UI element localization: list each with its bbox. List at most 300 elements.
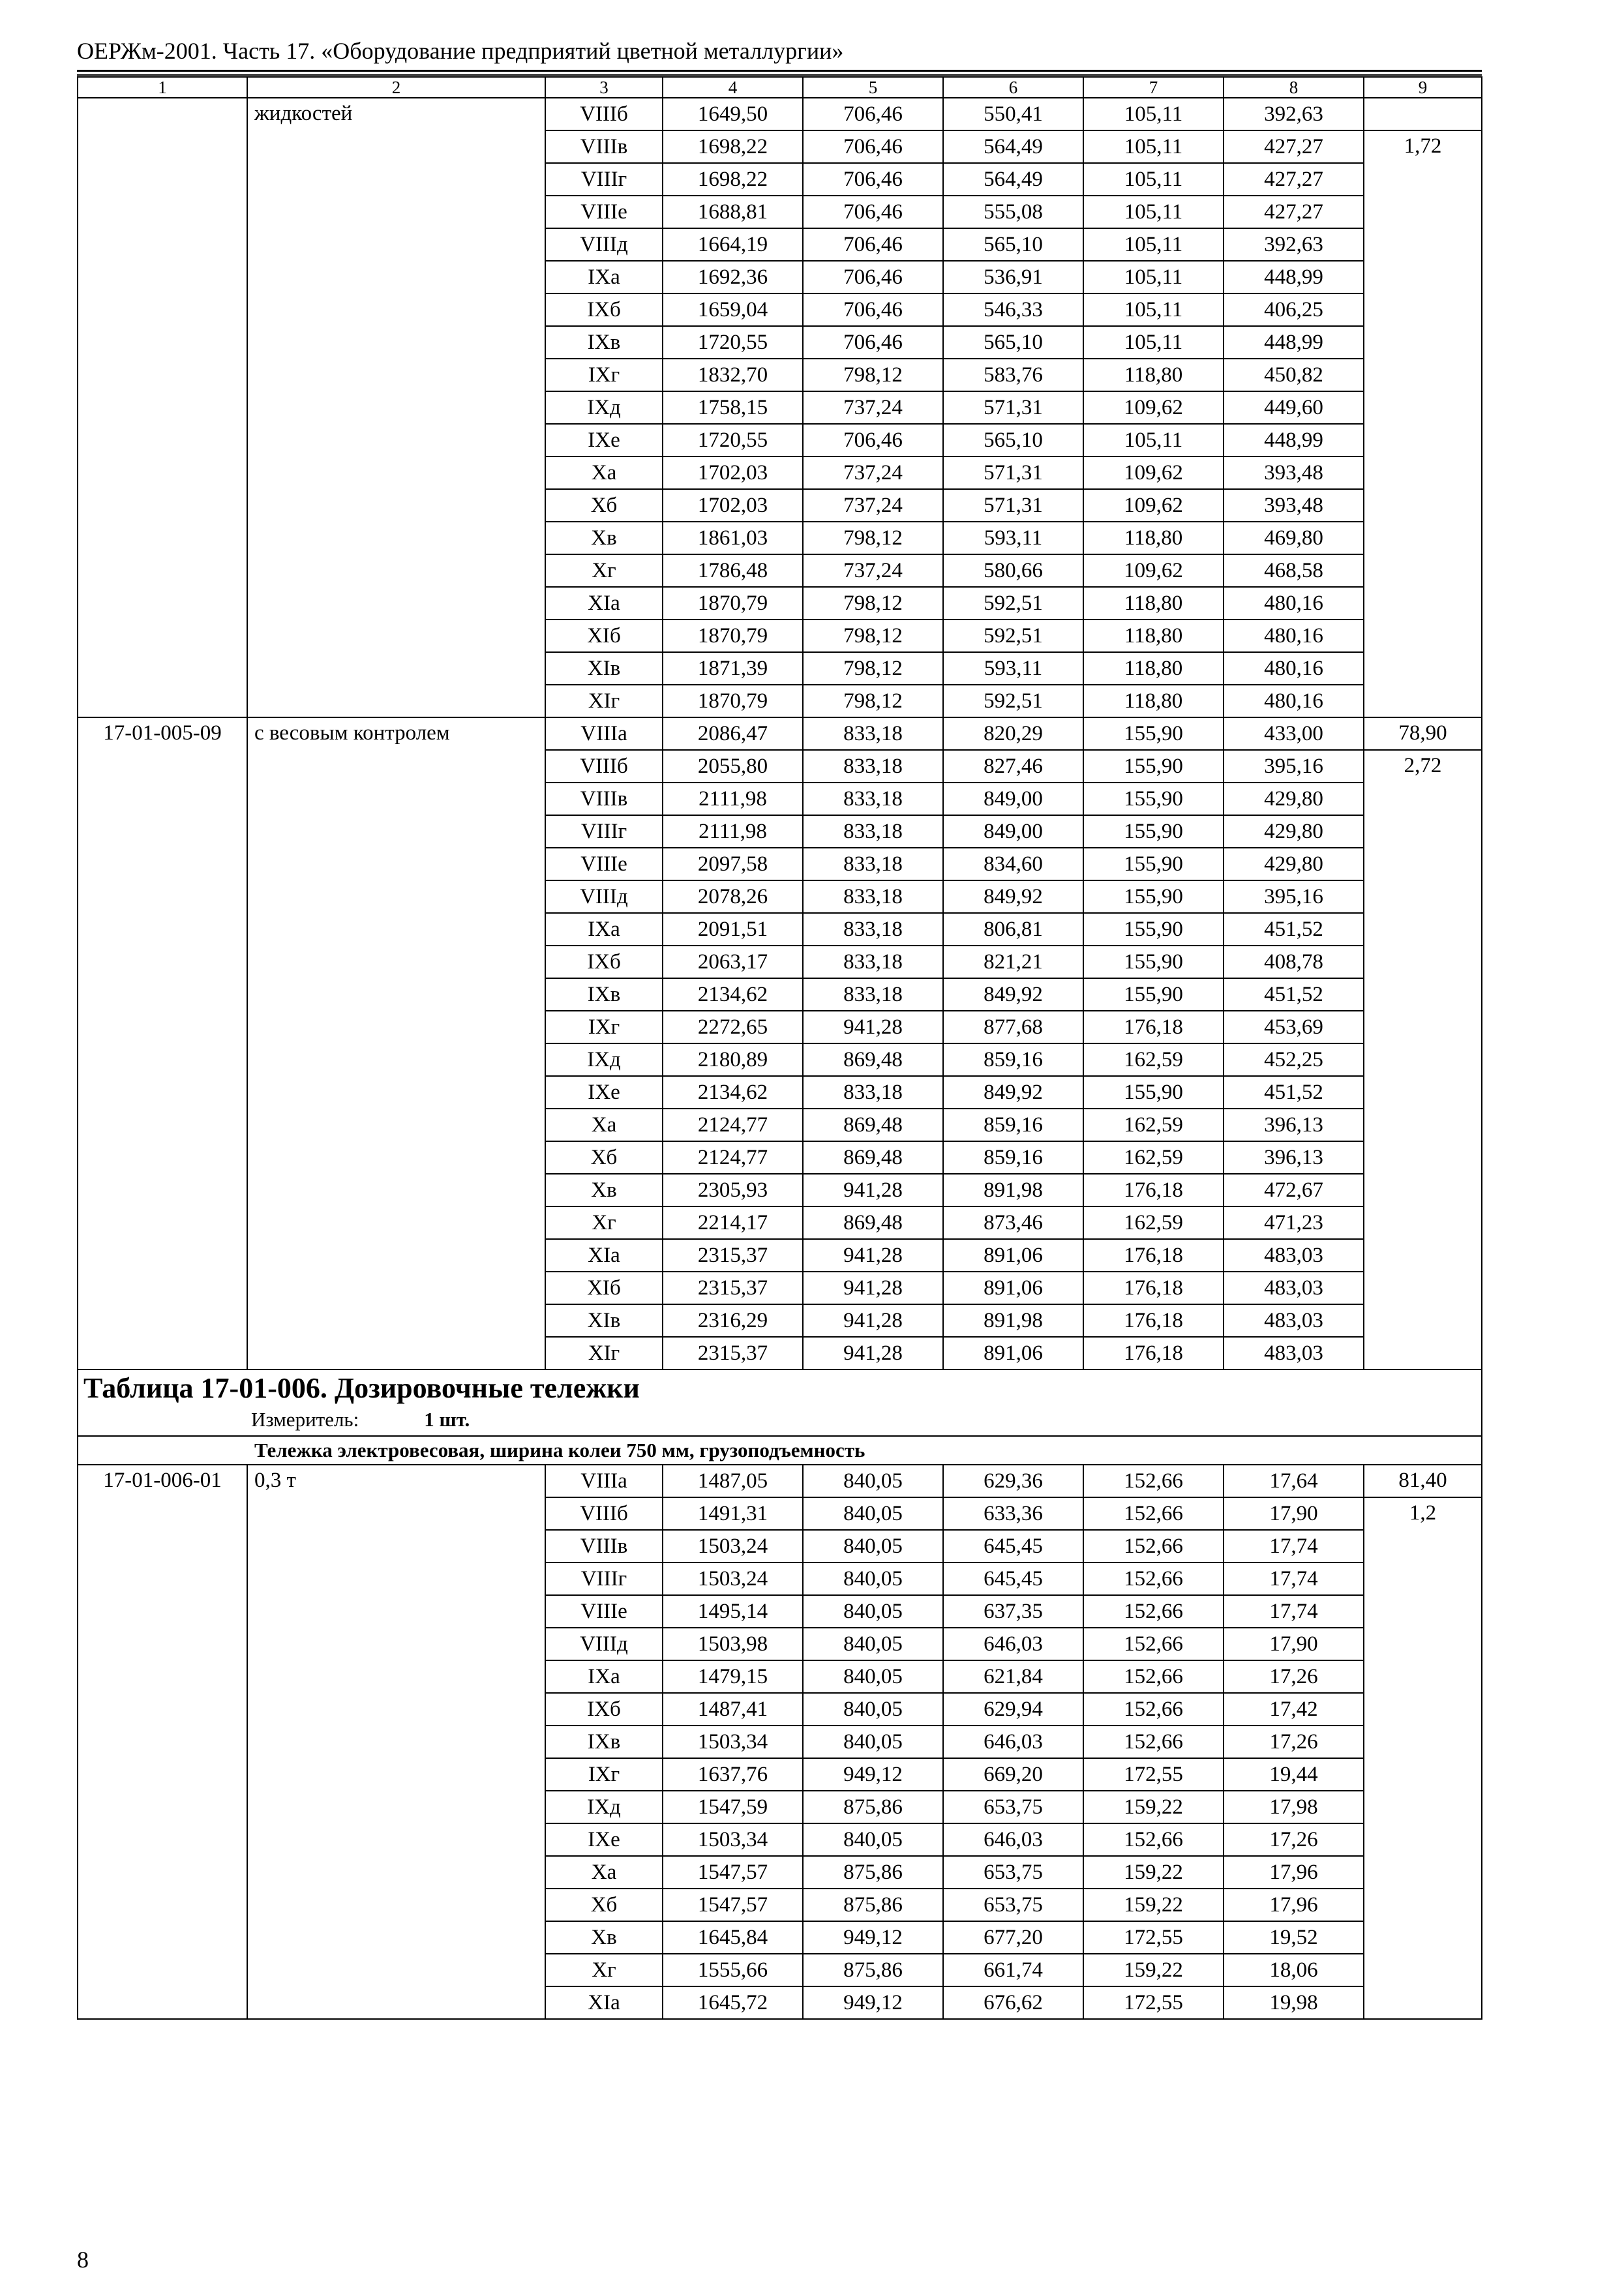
value-cell: 1503,34 bbox=[663, 1726, 803, 1758]
value-cell: 152,66 bbox=[1083, 1823, 1224, 1856]
value-cell: 706,46 bbox=[803, 163, 943, 196]
value-cell: 105,11 bbox=[1083, 326, 1224, 359]
value-cell: 737,24 bbox=[803, 456, 943, 489]
value-cell: 676,62 bbox=[943, 1986, 1083, 2019]
value-cell: 737,24 bbox=[803, 489, 943, 522]
zone-cell: IXе bbox=[545, 1076, 663, 1109]
zone-cell: IXе bbox=[545, 1823, 663, 1856]
zone-cell: VIIIв bbox=[545, 783, 663, 815]
rate-code: 17-01-005-09 bbox=[78, 717, 247, 1369]
value-cell: 653,75 bbox=[943, 1889, 1083, 1921]
value-cell: 941,28 bbox=[803, 1239, 943, 1272]
value-cell: 1664,19 bbox=[663, 228, 803, 261]
value-cell: 1720,55 bbox=[663, 326, 803, 359]
value-cell: 1832,70 bbox=[663, 359, 803, 391]
value-cell: 849,92 bbox=[943, 978, 1083, 1011]
value-cell: 1702,03 bbox=[663, 489, 803, 522]
value-cell: 105,11 bbox=[1083, 228, 1224, 261]
value-cell: 1702,03 bbox=[663, 456, 803, 489]
value-cell: 645,45 bbox=[943, 1530, 1083, 1563]
zone-cell: IXа bbox=[545, 913, 663, 946]
value-cell: 2315,37 bbox=[663, 1239, 803, 1272]
value-cell: 118,80 bbox=[1083, 587, 1224, 620]
value-cell: 565,10 bbox=[943, 326, 1083, 359]
value-cell: 429,80 bbox=[1224, 815, 1364, 848]
value-cell: 472,67 bbox=[1224, 1174, 1364, 1206]
value-cell: 17,90 bbox=[1224, 1628, 1364, 1660]
value-cell: 1758,15 bbox=[663, 391, 803, 424]
unit-value: 1 шт. bbox=[424, 1408, 470, 1431]
zone-cell: VIIIб bbox=[545, 750, 663, 783]
value-cell: 840,05 bbox=[803, 1823, 943, 1856]
value-cell: 571,31 bbox=[943, 489, 1083, 522]
value-cell: 1495,14 bbox=[663, 1595, 803, 1628]
header-rule bbox=[77, 70, 1482, 72]
value-cell: 592,51 bbox=[943, 620, 1083, 652]
value-cell: 155,90 bbox=[1083, 717, 1224, 750]
value-cell: 159,22 bbox=[1083, 1954, 1224, 1986]
value-cell: 18,06 bbox=[1224, 1954, 1364, 1986]
value-cell: 396,13 bbox=[1224, 1141, 1364, 1174]
value-cell: 849,92 bbox=[943, 880, 1083, 913]
value-cell: 645,45 bbox=[943, 1563, 1083, 1595]
zone-cell: XIа bbox=[545, 1986, 663, 2019]
value-cell: 118,80 bbox=[1083, 620, 1224, 652]
value-cell: 480,16 bbox=[1224, 620, 1364, 652]
value-cell: 565,10 bbox=[943, 424, 1083, 456]
value-cell: 155,90 bbox=[1083, 783, 1224, 815]
value-cell: 891,06 bbox=[943, 1239, 1083, 1272]
value-cell: 172,55 bbox=[1083, 1921, 1224, 1954]
value-cell: 162,59 bbox=[1083, 1109, 1224, 1141]
value-cell: 840,05 bbox=[803, 1628, 943, 1660]
value-cell: 798,12 bbox=[803, 685, 943, 717]
value-cell: 536,91 bbox=[943, 261, 1083, 293]
value-cell: 840,05 bbox=[803, 1530, 943, 1563]
value-cell: 834,60 bbox=[943, 848, 1083, 880]
value-cell: 1547,59 bbox=[663, 1791, 803, 1823]
zone-cell: VIIIв bbox=[545, 1530, 663, 1563]
value-cell: 555,08 bbox=[943, 196, 1083, 228]
value-cell: 1870,79 bbox=[663, 685, 803, 717]
value-cell: 798,12 bbox=[803, 587, 943, 620]
zone-cell: IXе bbox=[545, 424, 663, 456]
value-cell: 118,80 bbox=[1083, 359, 1224, 391]
value-cell: 17,74 bbox=[1224, 1563, 1364, 1595]
value-cell: 393,48 bbox=[1224, 456, 1364, 489]
column-number: 9 bbox=[1364, 77, 1482, 98]
value-cell: 2305,93 bbox=[663, 1174, 803, 1206]
value-cell: 833,18 bbox=[803, 913, 943, 946]
value-cell: 392,63 bbox=[1224, 98, 1364, 130]
value-cell: 155,90 bbox=[1083, 848, 1224, 880]
value-cell: 2111,98 bbox=[663, 783, 803, 815]
value-cell: 653,75 bbox=[943, 1791, 1083, 1823]
value-cell: 737,24 bbox=[803, 391, 943, 424]
value-cell: 2078,26 bbox=[663, 880, 803, 913]
value-cell: 798,12 bbox=[803, 522, 943, 554]
value-cell: 2124,77 bbox=[663, 1141, 803, 1174]
value-cell: 661,74 bbox=[943, 1954, 1083, 1986]
zone-cell: VIIIд bbox=[545, 228, 663, 261]
section-cell bbox=[78, 1369, 1482, 1436]
value-cell: 833,18 bbox=[803, 750, 943, 783]
value-cell: 580,66 bbox=[943, 554, 1083, 587]
zone-cell: Xг bbox=[545, 1954, 663, 1986]
value-cell: 706,46 bbox=[803, 424, 943, 456]
zone-cell: XIа bbox=[545, 1239, 663, 1272]
zone-cell: VIIIд bbox=[545, 880, 663, 913]
value-cell: 152,66 bbox=[1083, 1628, 1224, 1660]
zone-cell: VIIIв bbox=[545, 130, 663, 163]
value-cell: 677,20 bbox=[943, 1921, 1083, 1954]
zone-cell: VIIIг bbox=[545, 815, 663, 848]
value-cell: 2180,89 bbox=[663, 1043, 803, 1076]
value-cell: 806,81 bbox=[943, 913, 1083, 946]
zone-cell: IXг bbox=[545, 1758, 663, 1791]
value-cell: 17,96 bbox=[1224, 1889, 1364, 1921]
value-cell: 1861,03 bbox=[663, 522, 803, 554]
value-cell: 875,86 bbox=[803, 1889, 943, 1921]
value-cell: 2134,62 bbox=[663, 978, 803, 1011]
value-cell: 176,18 bbox=[1083, 1337, 1224, 1369]
value-cell: 1555,66 bbox=[663, 1954, 803, 1986]
value-cell: 152,66 bbox=[1083, 1693, 1224, 1726]
value-cell: 468,58 bbox=[1224, 554, 1364, 587]
value-cell: 152,66 bbox=[1083, 1465, 1224, 1497]
zone-cell: IXа bbox=[545, 261, 663, 293]
value-cell: 1688,81 bbox=[663, 196, 803, 228]
value-cell: 798,12 bbox=[803, 652, 943, 685]
rate-code: 17-01-006-01 bbox=[78, 1465, 247, 2019]
value-cell: 840,05 bbox=[803, 1726, 943, 1758]
value-cell: 875,86 bbox=[803, 1791, 943, 1823]
zone-cell: VIIIд bbox=[545, 1628, 663, 1660]
zone-cell: VIIIе bbox=[545, 196, 663, 228]
value-cell: 2055,80 bbox=[663, 750, 803, 783]
value-cell: 396,13 bbox=[1224, 1109, 1364, 1141]
value-cell: 17,74 bbox=[1224, 1595, 1364, 1628]
value-cell: 859,16 bbox=[943, 1141, 1083, 1174]
value-cell: 2315,37 bbox=[663, 1272, 803, 1304]
value-cell: 1479,15 bbox=[663, 1660, 803, 1693]
value-cell: 833,18 bbox=[803, 783, 943, 815]
value-cell: 469,80 bbox=[1224, 522, 1364, 554]
value-cell: 118,80 bbox=[1083, 652, 1224, 685]
value-cell: 395,16 bbox=[1224, 880, 1364, 913]
value-cell: 1637,76 bbox=[663, 1758, 803, 1791]
value-cell: 448,99 bbox=[1224, 326, 1364, 359]
zone-cell: IXб bbox=[545, 946, 663, 978]
subheading-row bbox=[78, 1436, 1482, 1465]
value-cell: 109,62 bbox=[1083, 489, 1224, 522]
zone-cell: VIIIб bbox=[545, 98, 663, 130]
table-body bbox=[78, 77, 1482, 2019]
zone-cell: XIв bbox=[545, 1304, 663, 1337]
value-cell: 105,11 bbox=[1083, 130, 1224, 163]
zone-cell: Xа bbox=[545, 1109, 663, 1141]
value-cell: 1487,41 bbox=[663, 1693, 803, 1726]
value-cell: 840,05 bbox=[803, 1595, 943, 1628]
value-cell: 593,11 bbox=[943, 652, 1083, 685]
column-number: 6 bbox=[943, 77, 1083, 98]
value-cell: 873,46 bbox=[943, 1206, 1083, 1239]
value-cell: 941,28 bbox=[803, 1272, 943, 1304]
value-cell: 155,90 bbox=[1083, 978, 1224, 1011]
value-cell: 833,18 bbox=[803, 946, 943, 978]
zone-cell: IXб bbox=[545, 1693, 663, 1726]
value-cell: 159,22 bbox=[1083, 1856, 1224, 1889]
value-cell: 1645,72 bbox=[663, 1986, 803, 2019]
value-cell: 452,25 bbox=[1224, 1043, 1364, 1076]
zone-cell: XIа bbox=[545, 587, 663, 620]
value-cell: 840,05 bbox=[803, 1660, 943, 1693]
value-cell: 176,18 bbox=[1083, 1272, 1224, 1304]
zone-cell: VIIIе bbox=[545, 848, 663, 880]
page-header: ОЕРЖм-2001. Часть 17. «Оборудование предприятий цветной металлургии» bbox=[77, 38, 844, 64]
value-cell: 840,05 bbox=[803, 1693, 943, 1726]
zone-cell: XIб bbox=[545, 620, 663, 652]
value-cell: 941,28 bbox=[803, 1011, 943, 1043]
zone-cell: VIIIг bbox=[545, 163, 663, 196]
zone-cell: VIIIе bbox=[545, 1595, 663, 1628]
value-cell: 109,62 bbox=[1083, 554, 1224, 587]
value-cell: 633,36 bbox=[943, 1497, 1083, 1530]
value-cell: 480,16 bbox=[1224, 587, 1364, 620]
zone-cell: VIIIа bbox=[545, 717, 663, 750]
value-cell: 176,18 bbox=[1083, 1174, 1224, 1206]
value-cell: 17,26 bbox=[1224, 1726, 1364, 1758]
value-cell: 798,12 bbox=[803, 359, 943, 391]
value-cell: 2214,17 bbox=[663, 1206, 803, 1239]
value-cell: 483,03 bbox=[1224, 1337, 1364, 1369]
zone-cell: IXв bbox=[545, 326, 663, 359]
value-cell: 105,11 bbox=[1083, 163, 1224, 196]
value-cell: 19,52 bbox=[1224, 1921, 1364, 1954]
value-cell: 162,59 bbox=[1083, 1141, 1224, 1174]
col9-cell bbox=[1364, 98, 1482, 130]
value-cell: 408,78 bbox=[1224, 946, 1364, 978]
value-cell: 105,11 bbox=[1083, 293, 1224, 326]
value-cell: 2097,58 bbox=[663, 848, 803, 880]
value-cell: 155,90 bbox=[1083, 913, 1224, 946]
value-cell: 798,12 bbox=[803, 620, 943, 652]
zone-cell: Xа bbox=[545, 1856, 663, 1889]
value-cell: 2063,17 bbox=[663, 946, 803, 978]
zone-cell: VIIIб bbox=[545, 1497, 663, 1530]
value-cell: 583,76 bbox=[943, 359, 1083, 391]
zone-cell: Xб bbox=[545, 1889, 663, 1921]
zone-cell: Xв bbox=[545, 1921, 663, 1954]
value-cell: 840,05 bbox=[803, 1465, 943, 1497]
value-cell: 840,05 bbox=[803, 1563, 943, 1595]
value-cell: 17,42 bbox=[1224, 1693, 1364, 1726]
rate-name: 0,3 т bbox=[247, 1465, 545, 2019]
zone-cell: VIIIг bbox=[545, 1563, 663, 1595]
zone-cell: Xг bbox=[545, 1206, 663, 1239]
value-cell: 859,16 bbox=[943, 1043, 1083, 1076]
value-cell: 109,62 bbox=[1083, 456, 1224, 489]
value-cell: 105,11 bbox=[1083, 261, 1224, 293]
value-cell: 820,29 bbox=[943, 717, 1083, 750]
value-cell: 118,80 bbox=[1083, 685, 1224, 717]
value-cell: 706,46 bbox=[803, 98, 943, 130]
value-cell: 1503,24 bbox=[663, 1530, 803, 1563]
col9-cell: 1,2 bbox=[1364, 1497, 1482, 2019]
value-cell: 941,28 bbox=[803, 1174, 943, 1206]
value-cell: 105,11 bbox=[1083, 98, 1224, 130]
value-cell: 1720,55 bbox=[663, 424, 803, 456]
zone-cell: Xв bbox=[545, 522, 663, 554]
value-cell: 427,27 bbox=[1224, 130, 1364, 163]
zone-cell: XIг bbox=[545, 685, 663, 717]
zone-cell: IXб bbox=[545, 293, 663, 326]
value-cell: 1871,39 bbox=[663, 652, 803, 685]
value-cell: 833,18 bbox=[803, 815, 943, 848]
price-table bbox=[77, 76, 1482, 2020]
rate-name: с весовым контролем bbox=[247, 717, 545, 1369]
zone-cell: Xв bbox=[545, 1174, 663, 1206]
value-cell: 1649,50 bbox=[663, 98, 803, 130]
value-cell: 448,99 bbox=[1224, 424, 1364, 456]
value-cell: 2091,51 bbox=[663, 913, 803, 946]
zone-cell: IXг bbox=[545, 1011, 663, 1043]
section-title: Таблица 17-01-006. Дозировочные тележки bbox=[83, 1372, 640, 1404]
value-cell: 833,18 bbox=[803, 1076, 943, 1109]
column-number: 7 bbox=[1083, 77, 1224, 98]
value-cell: 849,00 bbox=[943, 815, 1083, 848]
value-cell: 159,22 bbox=[1083, 1791, 1224, 1823]
value-cell: 152,66 bbox=[1083, 1726, 1224, 1758]
section-row bbox=[78, 1369, 1482, 1436]
value-cell: 706,46 bbox=[803, 261, 943, 293]
value-cell: 2111,98 bbox=[663, 815, 803, 848]
value-cell: 706,46 bbox=[803, 326, 943, 359]
value-cell: 2134,62 bbox=[663, 1076, 803, 1109]
value-cell: 155,90 bbox=[1083, 1076, 1224, 1109]
value-cell: 1786,48 bbox=[663, 554, 803, 587]
value-cell: 17,26 bbox=[1224, 1823, 1364, 1856]
value-cell: 395,16 bbox=[1224, 750, 1364, 783]
zone-cell: IXв bbox=[545, 978, 663, 1011]
value-cell: 453,69 bbox=[1224, 1011, 1364, 1043]
value-cell: 152,66 bbox=[1083, 1530, 1224, 1563]
table-row bbox=[78, 1465, 1482, 1497]
value-cell: 2086,47 bbox=[663, 717, 803, 750]
value-cell: 592,51 bbox=[943, 685, 1083, 717]
value-cell: 706,46 bbox=[803, 130, 943, 163]
value-cell: 393,48 bbox=[1224, 489, 1364, 522]
zone-cell: Xг bbox=[545, 554, 663, 587]
zone-cell: IXд bbox=[545, 391, 663, 424]
value-cell: 105,11 bbox=[1083, 424, 1224, 456]
value-cell: 833,18 bbox=[803, 880, 943, 913]
value-cell: 176,18 bbox=[1083, 1239, 1224, 1272]
value-cell: 833,18 bbox=[803, 717, 943, 750]
value-cell: 480,16 bbox=[1224, 685, 1364, 717]
value-cell: 637,35 bbox=[943, 1595, 1083, 1628]
value-cell: 869,48 bbox=[803, 1043, 943, 1076]
col9-cell: 78,90 bbox=[1364, 717, 1482, 750]
value-cell: 891,98 bbox=[943, 1304, 1083, 1337]
value-cell: 480,16 bbox=[1224, 652, 1364, 685]
value-cell: 451,52 bbox=[1224, 913, 1364, 946]
value-cell: 1491,31 bbox=[663, 1497, 803, 1530]
zone-cell: Xб bbox=[545, 1141, 663, 1174]
value-cell: 564,49 bbox=[943, 130, 1083, 163]
value-cell: 592,51 bbox=[943, 587, 1083, 620]
value-cell: 172,55 bbox=[1083, 1986, 1224, 2019]
value-cell: 1698,22 bbox=[663, 163, 803, 196]
value-cell: 17,96 bbox=[1224, 1856, 1364, 1889]
value-cell: 155,90 bbox=[1083, 815, 1224, 848]
value-cell: 155,90 bbox=[1083, 946, 1224, 978]
zone-cell: IXд bbox=[545, 1043, 663, 1076]
zone-cell: XIв bbox=[545, 652, 663, 685]
value-cell: 869,48 bbox=[803, 1109, 943, 1141]
value-cell: 621,84 bbox=[943, 1660, 1083, 1693]
value-cell: 159,22 bbox=[1083, 1889, 1224, 1921]
value-cell: 669,20 bbox=[943, 1758, 1083, 1791]
value-cell: 706,46 bbox=[803, 293, 943, 326]
value-cell: 891,06 bbox=[943, 1272, 1083, 1304]
value-cell: 737,24 bbox=[803, 554, 943, 587]
value-cell: 949,12 bbox=[803, 1986, 943, 2019]
value-cell: 571,31 bbox=[943, 391, 1083, 424]
value-cell: 706,46 bbox=[803, 228, 943, 261]
table-row bbox=[78, 98, 1482, 130]
value-cell: 176,18 bbox=[1083, 1304, 1224, 1337]
value-cell: 17,74 bbox=[1224, 1530, 1364, 1563]
value-cell: 176,18 bbox=[1083, 1011, 1224, 1043]
value-cell: 833,18 bbox=[803, 848, 943, 880]
value-cell: 105,11 bbox=[1083, 196, 1224, 228]
value-cell: 2272,65 bbox=[663, 1011, 803, 1043]
zone-cell: XIг bbox=[545, 1337, 663, 1369]
value-cell: 471,23 bbox=[1224, 1206, 1364, 1239]
value-cell: 1659,04 bbox=[663, 293, 803, 326]
zone-cell: IXг bbox=[545, 359, 663, 391]
value-cell: 653,75 bbox=[943, 1856, 1083, 1889]
col9-cell: 1,72 bbox=[1364, 130, 1482, 717]
value-cell: 17,26 bbox=[1224, 1660, 1364, 1693]
zone-cell: IXв bbox=[545, 1726, 663, 1758]
value-cell: 1870,79 bbox=[663, 587, 803, 620]
column-number: 8 bbox=[1224, 77, 1364, 98]
value-cell: 483,03 bbox=[1224, 1239, 1364, 1272]
value-cell: 646,03 bbox=[943, 1726, 1083, 1758]
unit-label: Измеритель: bbox=[251, 1408, 359, 1431]
value-cell: 162,59 bbox=[1083, 1206, 1224, 1239]
zone-cell: IXд bbox=[545, 1791, 663, 1823]
header-rule-thin bbox=[77, 74, 1482, 76]
value-cell: 451,52 bbox=[1224, 1076, 1364, 1109]
value-cell: 833,18 bbox=[803, 978, 943, 1011]
value-cell: 1547,57 bbox=[663, 1856, 803, 1889]
value-cell: 1547,57 bbox=[663, 1889, 803, 1921]
value-cell: 646,03 bbox=[943, 1628, 1083, 1660]
value-cell: 550,41 bbox=[943, 98, 1083, 130]
zone-cell: VIIIа bbox=[545, 1465, 663, 1497]
rate-code bbox=[78, 98, 247, 717]
value-cell: 1503,98 bbox=[663, 1628, 803, 1660]
column-number: 1 bbox=[78, 77, 247, 98]
value-cell: 840,05 bbox=[803, 1497, 943, 1530]
value-cell: 429,80 bbox=[1224, 848, 1364, 880]
value-cell: 451,52 bbox=[1224, 978, 1364, 1011]
value-cell: 118,80 bbox=[1083, 522, 1224, 554]
value-cell: 1487,05 bbox=[663, 1465, 803, 1497]
